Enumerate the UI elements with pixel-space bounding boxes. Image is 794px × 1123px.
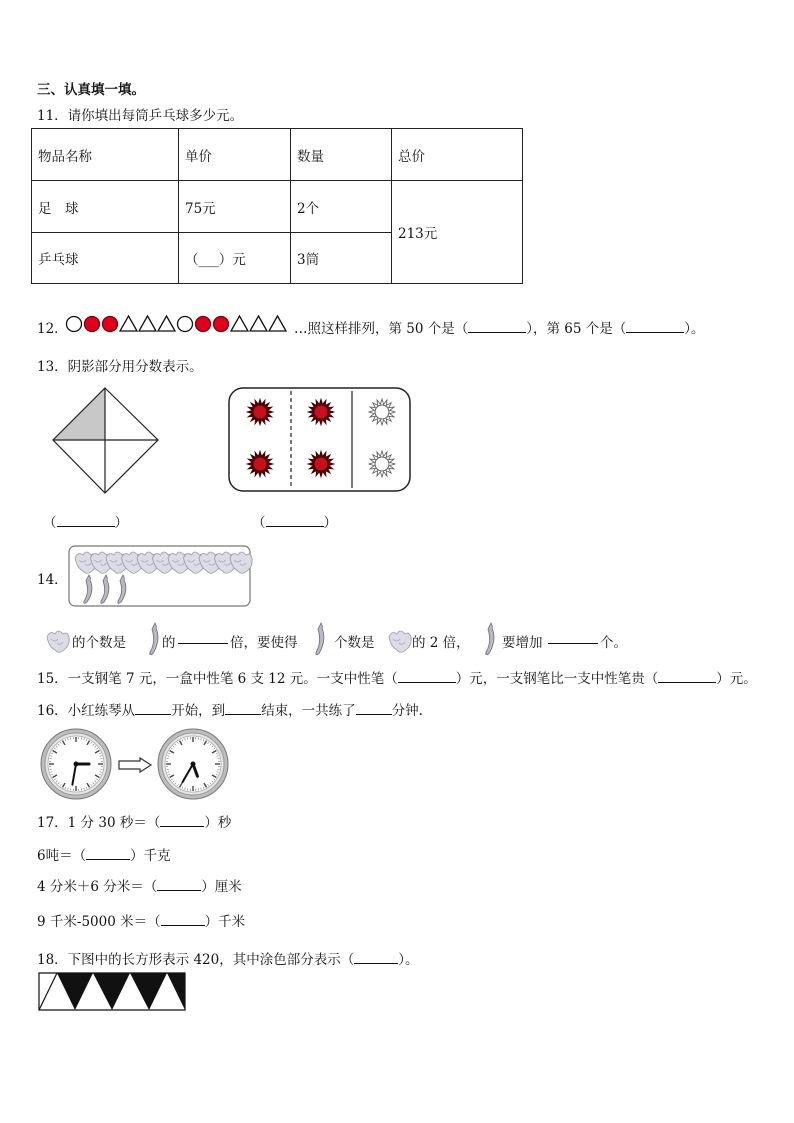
- empty-circle-shape: [178, 317, 193, 332]
- q12-blank-50[interactable]: [468, 320, 526, 333]
- triangle-shape: [158, 316, 175, 331]
- q17-line-4: [37, 910, 245, 930]
- q17-2-text-a: 6吨＝（: [37, 848, 87, 864]
- q15-text: [37, 667, 757, 687]
- empty-circle-shape: [67, 317, 82, 332]
- q12-text-a: …照这样排列，第 50 个是（: [294, 321, 469, 337]
- q16-text-4: 分钟.: [391, 703, 423, 719]
- q16-text: [37, 699, 423, 719]
- q17-line-3: [37, 875, 242, 895]
- q12-text: [294, 317, 705, 337]
- red-circle-shape: [85, 317, 100, 332]
- q15-blank-1[interactable]: [398, 670, 456, 683]
- triangle-shape: [269, 316, 286, 331]
- cell-unit-price: 75元: [179, 181, 291, 233]
- q13-prompt: 13．阴影部分用分数表示。: [37, 359, 203, 375]
- q18-text-1: 18．下图中的长方形表示 420，其中涂色部分表示（: [37, 952, 355, 968]
- price-table: [31, 128, 523, 284]
- triangle-shape: [250, 316, 267, 331]
- q14-text-2: 的: [162, 635, 176, 651]
- header-unit-price: 单价: [179, 129, 291, 181]
- pepper-box: [68, 545, 252, 608]
- q16-blank-minutes[interactable]: [356, 702, 392, 715]
- red-circle-shape: [214, 317, 229, 332]
- cell-total: 213元: [392, 181, 523, 284]
- q16-blank-end[interactable]: [225, 702, 261, 715]
- white-sun-icon: [369, 451, 395, 477]
- q17-4-text-b: ）千米: [204, 914, 246, 930]
- red-circle-shape: [196, 317, 211, 332]
- q14-text-6: 要增加: [502, 635, 543, 651]
- pepper-bunch-icon: [47, 631, 69, 652]
- header-quantity: 数量: [291, 129, 392, 181]
- paren-open: （: [43, 515, 57, 531]
- triangle-shape: [120, 316, 137, 331]
- pepper-bunch-icon: [386, 625, 412, 653]
- triangle-shape: [139, 316, 156, 331]
- q14-number: 14．: [37, 572, 68, 588]
- q12-blank-65[interactable]: [626, 320, 684, 333]
- red-sun-icon: [247, 399, 273, 425]
- q17-1-text-a: 17．1 分 30 秒＝（: [37, 815, 161, 831]
- q16-text-1: 16．小红练琴从: [37, 703, 136, 719]
- q16-text-2: 开始，到: [171, 703, 226, 719]
- q15-text-3: ）元。: [716, 671, 757, 687]
- white-sun-icon: [369, 399, 395, 425]
- paren-close: ）: [114, 515, 128, 531]
- pepper-bunch-icon: [44, 625, 70, 653]
- q16-blank-start[interactable]: [135, 702, 171, 715]
- q17-4-text-a: 9 千米-5000 米＝（: [37, 914, 161, 930]
- clock-end-icon: [157, 728, 229, 800]
- q12-number: 12．: [37, 321, 68, 337]
- q17-3-text-a: 4 分米＋6 分米＝（: [37, 879, 158, 895]
- red-circle-shape: [103, 317, 118, 332]
- q15-text-2: ）元，一支钢笔比一支中性笔贵（: [455, 671, 659, 687]
- q17-blank-1[interactable]: [160, 814, 204, 827]
- paren-close: ）: [323, 515, 337, 531]
- cell-name: 乒乓球: [32, 233, 179, 284]
- q14-text-1: 的个数是: [72, 635, 126, 651]
- clock-start-icon: [40, 728, 112, 800]
- q14-text-5: 的 2 倍，: [412, 635, 470, 651]
- red-pepper-icon: [84, 575, 92, 603]
- red-pepper-icon: [101, 575, 109, 603]
- q18-blank[interactable]: [354, 951, 398, 964]
- q14-blank-add[interactable]: [548, 631, 598, 644]
- cell-quantity: 3筒: [291, 233, 392, 284]
- q14-sentence: [44, 625, 664, 655]
- q17-line-1: [37, 811, 231, 831]
- q12-text-c: ）。: [684, 321, 705, 337]
- red-pepper-icon: [310, 621, 328, 655]
- red-pepper-icon: [480, 621, 498, 655]
- q17-line-2: [37, 844, 171, 864]
- q12-text-b: ），第 65 个是（: [526, 321, 627, 337]
- section-title: 三、认真填一填。: [37, 82, 145, 98]
- q13-blank-suns[interactable]: [266, 514, 324, 527]
- red-sun-icon: [308, 399, 334, 425]
- q13-answer-left: [43, 511, 128, 531]
- red-pepper-icon: [316, 623, 324, 655]
- q14-text-7: 个。: [600, 635, 627, 651]
- q18-text-2: ）。: [398, 952, 419, 968]
- q18-text: [37, 948, 419, 968]
- q17-1-text-b: ）秒: [204, 815, 232, 831]
- q17-blank-2[interactable]: [86, 847, 130, 860]
- paren-open: （: [252, 515, 266, 531]
- q15-blank-2[interactable]: [658, 670, 716, 683]
- red-pepper-icon: [118, 575, 126, 603]
- red-sun-icon: [247, 451, 273, 477]
- q13-blank-square[interactable]: [57, 514, 115, 527]
- cell-unit-price-blank[interactable]: （___）元: [179, 233, 291, 284]
- red-sun-icon: [308, 451, 334, 477]
- q14-text-3: 倍，要使得: [230, 635, 298, 651]
- red-pepper-icon: [150, 623, 158, 655]
- shape-sequence: [64, 315, 294, 335]
- q16-text-3: 结束，一共练了: [261, 703, 356, 719]
- sun-figure: [228, 387, 412, 493]
- q15-text-1: 15．一支钢笔 7 元，一盒中性笔 6 支 12 元。一支中性笔（: [37, 671, 398, 687]
- q17-2-text-b: ）千克: [130, 848, 171, 864]
- q17-blank-3[interactable]: [157, 878, 201, 891]
- cell-quantity: 2个: [291, 181, 392, 233]
- triangle-shape: [231, 316, 248, 331]
- q17-blank-4[interactable]: [161, 913, 205, 926]
- arrow-right-icon: [118, 757, 152, 773]
- header-item-name: 物品名称: [32, 129, 179, 181]
- cell-name: 足 球: [32, 181, 179, 233]
- q14-text-4: 个数是: [334, 635, 375, 651]
- header-total: 总价: [392, 129, 523, 181]
- table-row: [32, 181, 523, 233]
- triangle-rectangle: [38, 972, 186, 1012]
- q13-answer-right: [252, 511, 337, 531]
- square-figure: [50, 385, 162, 497]
- q11-prompt: 11．请你填出每筒乒乓球多少元。: [37, 108, 244, 124]
- q17-3-text-b: ）厘米: [201, 879, 242, 895]
- pepper-bunch-icon: [230, 552, 252, 573]
- red-pepper-icon: [486, 623, 494, 655]
- q14-blank-times[interactable]: [178, 631, 228, 644]
- pepper-bunch-icon: [389, 631, 411, 652]
- red-pepper-icon: [144, 621, 162, 655]
